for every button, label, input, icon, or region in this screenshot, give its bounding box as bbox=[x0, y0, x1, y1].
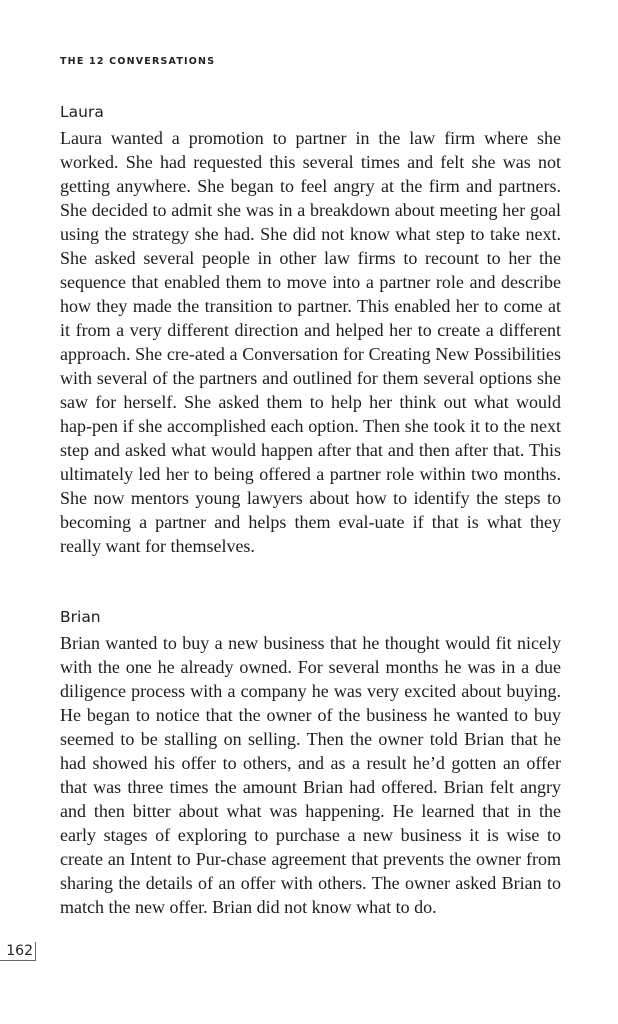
section-heading: Laura bbox=[60, 103, 104, 121]
section-brian bbox=[60, 607, 561, 919]
section-laura bbox=[60, 102, 561, 558]
section-body: Laura wanted a promotion to partner in the law firm where she worked. She had requested this several times and felt she was not getting anywhere. She began to feel angry at the firm and partners. She decided to admit she was in a breakdown about meeting her goal using the strategy she had. She did not know what step to take next. She asked several people in other law firms to recount to her the sequence that enabled them to move into a partner role and describe how they made the transition to partner. This enabled her to come at it from a very different direction and helped her to create a different approach. She cre-ated a Conversation for Creating New Possibilities with several of the partners and outlined for them several options she saw for herself. She asked them to help her think out what would hap-pen if she accomplished each option. Then she took it to the next step and asked what would happen after that and then after that. This ultimately led her to being offered a partner role within two months. She now mentors young lawyers about how to identify the steps to becoming a partner and helps them eval-uate if that is what they really want for themselves. bbox=[60, 128, 561, 556]
section-heading: Brian bbox=[60, 608, 101, 626]
page-number: 162 bbox=[0, 942, 36, 961]
running-head: THE 12 CONVERSATIONS bbox=[60, 56, 216, 67]
section-body: Brian wanted to buy a new business that he thought would fit nicely with the one he already owned. For several months he was in a due diligence process with a company he was very excited about buying. He began to notice that the owner of the business he wanted to buy seemed to be stalling on selling. Then the owner told Brian that he had showed his offer to others, and as a result he’d gotten an offer that was three times the amount Brian had offered. Brian felt angry and then bitter about what was happening. He learned that in the early stages of exploring to purchase a new business it is wise to create an Intent to Pur-chase agreement that prevents the owner from sharing the details of an offer with others. The owner asked Brian to match the new offer. Brian did not know what to do. bbox=[60, 633, 561, 917]
